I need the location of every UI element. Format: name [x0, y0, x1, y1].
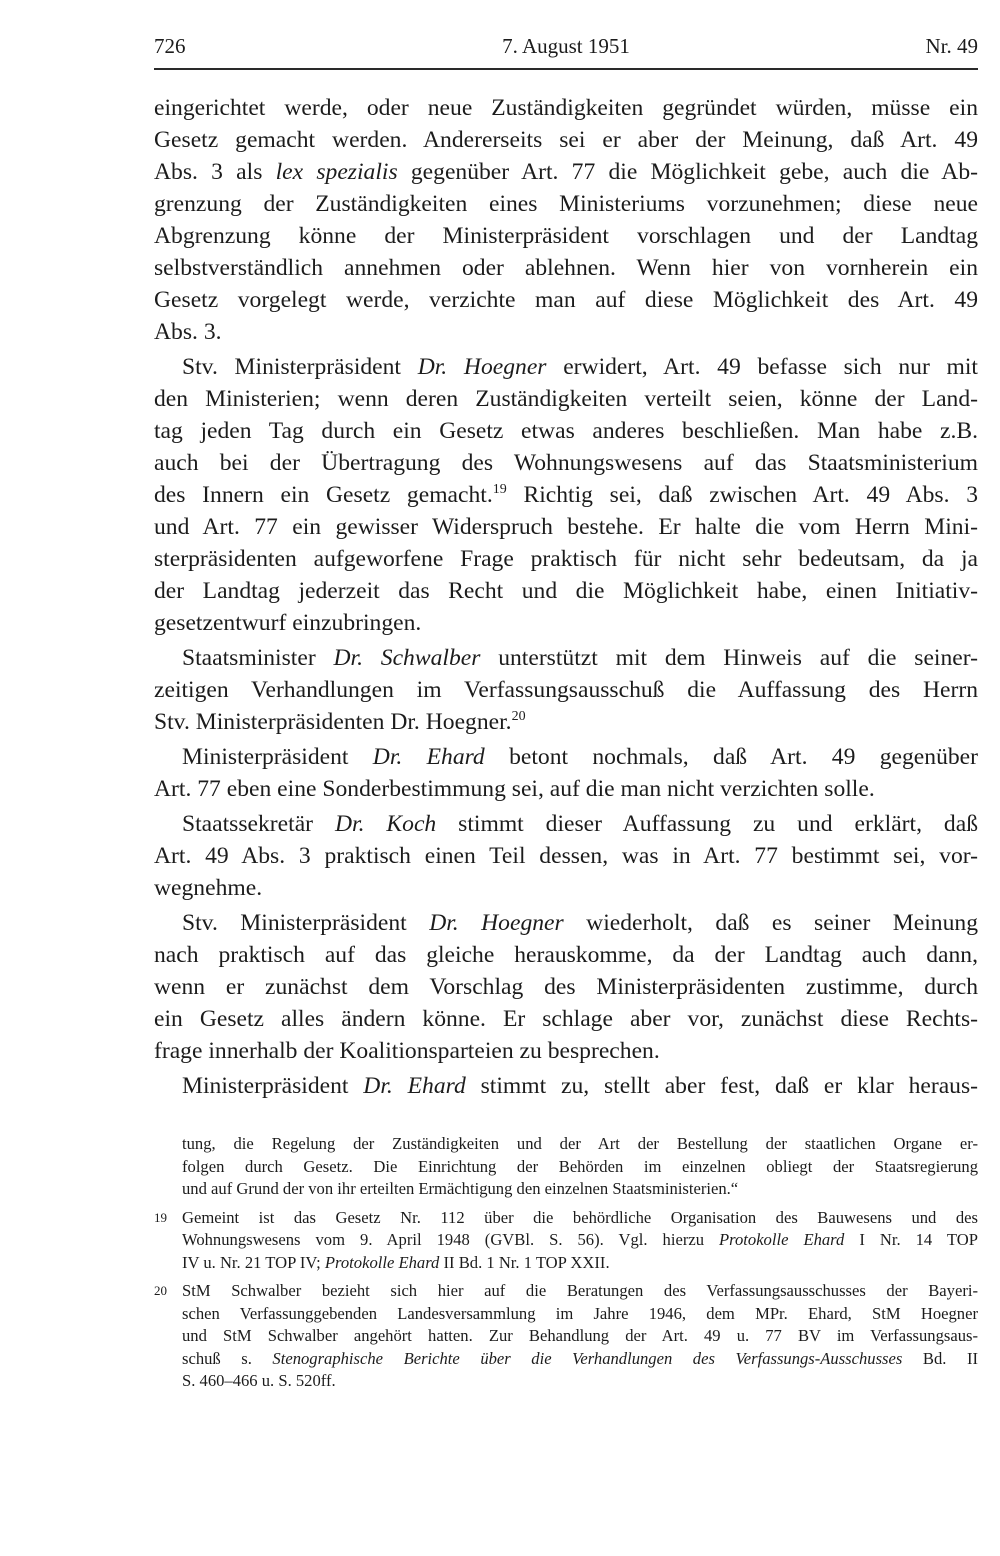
footnote-line — [182, 1252, 978, 1275]
text-run: folgen durch Gesetz. Die Einrichtung der Behörden im einzelnen obliegt der Staatsregierung — [182, 1156, 978, 1176]
text-line — [154, 808, 978, 840]
text-run: grenzung der Zuständigkeiten eines Ministeriums vorzunehmen; diese neue — [154, 191, 978, 217]
text-line — [154, 124, 978, 156]
text-run: erwidert, Art. 49 befasse sich nur mit — [546, 354, 978, 380]
running-header — [154, 28, 978, 64]
text-run: Staatssekretär — [182, 811, 335, 837]
text-run: unterstützt mit dem Hinweis auf die seiner- — [480, 645, 978, 671]
italic-run: Protokolle Ehard — [324, 1252, 440, 1272]
footnote-line — [182, 1229, 978, 1252]
text-run: sterpräsidenten aufgeworfene Frage praktisch für nicht sehr bedeutsam, da ja — [154, 546, 978, 572]
text-run: Abs. 3 als — [154, 159, 276, 185]
footnote — [154, 1133, 978, 1201]
text-run: I Nr. 14 TOP — [844, 1230, 978, 1249]
text-run: des Innern ein Gesetz gemacht. — [154, 482, 493, 508]
footnote — [154, 1280, 978, 1393]
footnote-line — [182, 1156, 978, 1179]
italic-run: Protokolle Ehard — [719, 1230, 845, 1249]
text-run: den Ministerien; wenn deren Zuständigkeiten verteilt seien, könne der Land- — [154, 386, 978, 412]
text-line — [154, 447, 978, 479]
text-run: Stv. Ministerpräsident — [182, 354, 418, 380]
text-run: betont nochmals, daß Art. 49 gegenüber — [484, 744, 978, 770]
text-run: nach praktisch auf das gleiche herauskomme, da der Landtag auch dann, — [154, 942, 978, 968]
text-run: stimmt zu, stellt aber fest, daß er klar heraus- — [465, 1073, 979, 1099]
text-run: Bd. II — [902, 1348, 978, 1368]
text-run: StM Schwalber bezieht sich hier auf die Beratungen des Verfassungsausschusses der Bayeri- — [182, 1281, 978, 1300]
text-line — [154, 971, 978, 1003]
text-run: und auf Grund der von ihr erteilten Ermächtigung den einzelnen Staatsministerien.“ — [182, 1179, 739, 1198]
text-line — [154, 543, 978, 575]
text-run: schen Verfassunggebenden Landesversammlung im Jahre 1946, dem MPr. Ehard, StM Hoegner — [182, 1303, 978, 1323]
italic-run: lex spezialis — [275, 159, 398, 185]
footnote — [154, 1207, 978, 1275]
header-date: 7. August 1951 — [502, 34, 630, 58]
footnote-number: 19 — [154, 1209, 167, 1225]
footnote-line — [182, 1207, 978, 1230]
italic-run: Dr. Hoegner — [417, 354, 547, 380]
text-run: tag jeden Tag durch ein Gesetz etwas anderes beschließen. Man habe z.B. — [154, 418, 978, 444]
text-run: Abs. 3. — [154, 319, 222, 345]
text-line — [154, 383, 978, 415]
footnotes — [154, 1133, 978, 1399]
text-run: Art. 77 eben eine Sonderbestimmung sei, auf die man nicht verzichten solle. — [154, 776, 875, 802]
text-line — [154, 415, 978, 447]
text-run: gegenüber Art. 77 die Möglichkeit gebe, auch die Ab- — [397, 159, 978, 185]
text-run: zeitigen Verhandlungen im Verfassungsausschuß die Auffassung des Herrn — [154, 677, 978, 703]
header-rule — [154, 68, 978, 70]
text-run: Richtig sei, daß zwischen Art. 49 Abs. 3 — [506, 482, 978, 508]
text-run: frage innerhalb der Koalitionsparteien zu besprechen. — [154, 1038, 660, 1064]
footnote-line — [182, 1178, 978, 1201]
text-run: Ministerpräsident — [182, 1073, 364, 1099]
italic-run: Dr. Ehard — [372, 744, 485, 770]
text-line — [154, 1035, 978, 1067]
text-run: ein Gesetz alles ändern könne. Er schlage aber vor, zunächst diese Rechts- — [154, 1006, 978, 1032]
text-line — [154, 642, 978, 674]
text-line — [154, 316, 978, 348]
text-run: Gemeint ist das Gesetz Nr. 112 über die behördliche Organisation des Bauwesens und des — [182, 1207, 978, 1227]
text-line — [154, 773, 978, 805]
text-run: Art. 49 Abs. 3 praktisch einen Teil dessen, was in Art. 77 bestimmt sei, vor- — [154, 843, 978, 869]
text-line — [154, 92, 978, 124]
italic-run: Stenographische Berichte über die Verhandlungen des Verfassungs-Ausschusses — [272, 1348, 903, 1368]
footnote-line — [182, 1370, 978, 1393]
text-run: stimmt dieser Auffassung zu und erklärt, daß — [436, 811, 978, 837]
text-run: wenn er zunächst dem Vorschlag des Ministerpräsidenten zustimme, durch — [154, 974, 978, 1000]
text-run: Stv. Ministerpräsident — [182, 910, 430, 936]
text-line — [154, 156, 978, 188]
text-line — [154, 284, 978, 316]
footnote-line — [182, 1303, 978, 1326]
text-line — [154, 252, 978, 284]
text-line — [154, 511, 978, 543]
text-line — [154, 575, 978, 607]
text-run: Wohnungswesens vom 9. April 1948 (GVBl. S. 56). Vgl. hierzu — [182, 1230, 720, 1249]
body-text — [154, 92, 978, 1102]
text-run: der Landtag jederzeit das Recht und die Möglichkeit habe, einen Initiativ- — [154, 578, 978, 604]
text-line — [154, 872, 978, 904]
footnote-line — [182, 1325, 978, 1348]
text-line — [154, 939, 978, 971]
page-number: 726 — [154, 34, 186, 58]
text-run: II Bd. 1 Nr. 1 TOP XXII. — [439, 1252, 610, 1272]
text-run: Stv. Ministerpräsidenten Dr. Hoegner. — [154, 709, 512, 735]
issue-number: Nr. 49 — [925, 34, 978, 58]
text-line — [154, 607, 978, 639]
text-run: Abgrenzung könne der Ministerpräsident vorschlagen und der Landtag — [154, 223, 978, 249]
text-run: und Art. 77 ein gewisser Widerspruch bestehe. Er halte die vom Herrn Mini- — [154, 514, 978, 540]
text-run: schuß s. — [182, 1348, 273, 1368]
text-run: eingerichtet werde, oder neue Zuständigkeiten gegründet würden, müsse ein — [154, 95, 978, 121]
text-run: wiederholt, daß es seiner Meinung — [563, 910, 978, 936]
text-run: gesetzentwurf einzubringen. — [154, 610, 422, 636]
text-run: Ministerpräsident — [182, 744, 373, 770]
text-line — [154, 741, 978, 773]
text-line — [154, 907, 978, 939]
footnote-reference: 19 — [492, 482, 507, 497]
text-run: tung, die Regelung der Zuständigkeiten und der Art der Bestellung der staatlichen Organe er- — [182, 1134, 978, 1153]
text-line — [154, 479, 978, 511]
text-run: wegnehme. — [154, 875, 263, 901]
text-run: IV u. Nr. 21 TOP IV; — [182, 1252, 325, 1272]
footnote-line — [182, 1133, 978, 1156]
text-line — [154, 1070, 978, 1102]
text-run: Staatsminister — [182, 645, 334, 671]
italic-run: Dr. Schwalber — [333, 645, 481, 671]
text-line — [154, 706, 978, 738]
italic-run: Dr. Hoegner — [429, 910, 564, 936]
footnote-number: 20 — [154, 1283, 167, 1298]
text-run: auch bei der Übertragung des Wohnungswesens auf das Staatsministerium — [154, 450, 978, 476]
text-line — [154, 674, 978, 706]
text-run: S. 460–466 u. S. 520ff. — [182, 1371, 336, 1390]
footnote-reference: 20 — [511, 709, 526, 724]
text-line — [154, 220, 978, 252]
text-line — [154, 1003, 978, 1035]
text-line — [154, 840, 978, 872]
text-run: selbstverständlich annehmen oder ablehnen. Wenn hier von vornherein ein — [154, 255, 978, 281]
italic-run: Dr. Koch — [334, 811, 437, 837]
text-run: und StM Schwalber angehört hatten. Zur Behandlung der Art. 49 u. 77 BV im Verfassungsaus- — [182, 1326, 978, 1345]
footnote-line — [182, 1280, 978, 1303]
text-line — [154, 188, 978, 220]
footnote-line — [182, 1348, 978, 1371]
text-run: Gesetz vorgelegt werde, verzichte man auf diese Möglichkeit des Art. 49 — [154, 287, 978, 313]
text-run: Gesetz gemacht werden. Andererseits sei er aber der Meinung, daß Art. 49 — [154, 127, 978, 153]
text-line — [154, 351, 978, 383]
italic-run: Dr. Ehard — [363, 1073, 466, 1099]
